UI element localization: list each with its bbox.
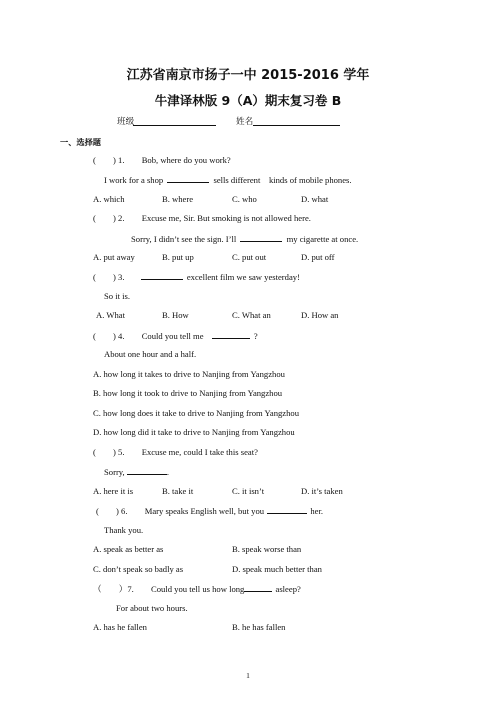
question-2-reply-b: my cigarette at once. [286,234,359,244]
question-5-reply [104,466,169,478]
option-c: C. how long does it take to drive to Nanjing from Yangzhou [93,408,299,418]
option-d: D. put off [301,252,335,262]
option-c: C. What an [232,310,271,320]
question-2: ( ) 2. Excuse me, Sir. But smoking is not allowed here. [93,213,311,223]
name-field[interactable] [253,125,340,126]
option-b: B. speak worse than [232,544,302,554]
question-2-reply-a: Sorry, I didn’t see the sign. I’ll [131,234,237,244]
document-subtitle: 牛津译林版 9（A）期末复习卷 B [154,93,342,108]
question-6-stem: her. [310,506,324,516]
option-c: C. it isn’t [232,486,265,496]
name-label: 姓名 [236,116,254,126]
question-1-reply-b: sells different kinds of mobile phones. [213,175,352,185]
option-d: D. How an [301,310,339,320]
question-1: ( ) 1. Bob, where do you work? [93,155,231,165]
answer-blank[interactable] [167,174,209,183]
option-b: B. where [162,194,194,204]
answer-blank[interactable] [127,466,167,475]
option-b: B. how long it took to drive to Nanjing from Yangzhou [93,388,283,398]
option-b: B. take it [162,486,194,496]
option-a: A. put away [93,252,135,262]
option-a: A. speak as better as [93,544,164,554]
question-2-reply [131,233,358,245]
question-4-reply: About one hour and a half. [104,349,197,359]
page-number: 1 [246,671,250,680]
option-d: D. speak much better than [232,564,322,574]
answer-blank[interactable] [240,233,282,242]
option-c: C. put out [232,252,267,262]
option-a: A. has he fallen [93,622,147,632]
question-4 [93,330,258,342]
option-a: A. What [96,310,125,320]
question-7 [93,583,301,595]
question-5-reply-b: . [166,467,169,477]
question-3-reply: So it is. [104,291,131,301]
question-3-num: ( ) 3. [93,272,125,282]
option-b: B. he has fallen [232,622,286,632]
answer-blank[interactable] [141,271,183,280]
option-c: C. who [232,194,257,204]
question-7-stem: asleep? [275,584,301,594]
question-5-reply-a: Sorry, [104,467,125,477]
option-b: B. How [162,310,189,320]
answer-blank[interactable] [267,505,307,514]
option-b: B. put up [162,252,194,262]
question-4-num: ( ) 4. Could you tell me [93,331,204,341]
option-a: A. how long it takes to drive to Nanjing from Yangzhou [93,369,285,379]
document-title: 江苏省南京市扬子一中 2015-2016 学年 [126,68,370,83]
answer-blank[interactable] [212,330,250,339]
class-label: 班级 [117,116,135,126]
option-d: D. how long did it take to drive to Nanjing from Yangzhou [93,427,295,437]
question-6-num: ( ) 6. Mary speaks English well, but you [96,506,265,516]
class-field[interactable] [133,125,216,126]
question-6 [96,505,323,517]
question-3 [93,271,300,283]
answer-blank[interactable] [244,583,272,592]
question-6-reply: Thank you. [104,525,144,535]
question-1-reply [104,174,352,186]
option-d: D. what [301,194,329,204]
option-c: C. don’t speak so badly as [93,564,184,574]
option-d: D. it’s taken [301,486,343,496]
question-1-reply-a: I work for a shop [104,175,164,185]
question-7-reply: For about two hours. [116,603,188,613]
question-4-stem: ? [253,331,258,341]
question-5: ( ) 5. Excuse me, could I take this seat? [93,447,258,457]
option-a: A. which [93,194,125,204]
option-a: A. here it is [93,486,134,496]
question-3-stem: excellent film we saw yesterday! [186,272,300,282]
section-heading: 一、选择题 [60,137,101,147]
question-7-num: （ ）7. Could you tell us how long [93,584,245,594]
